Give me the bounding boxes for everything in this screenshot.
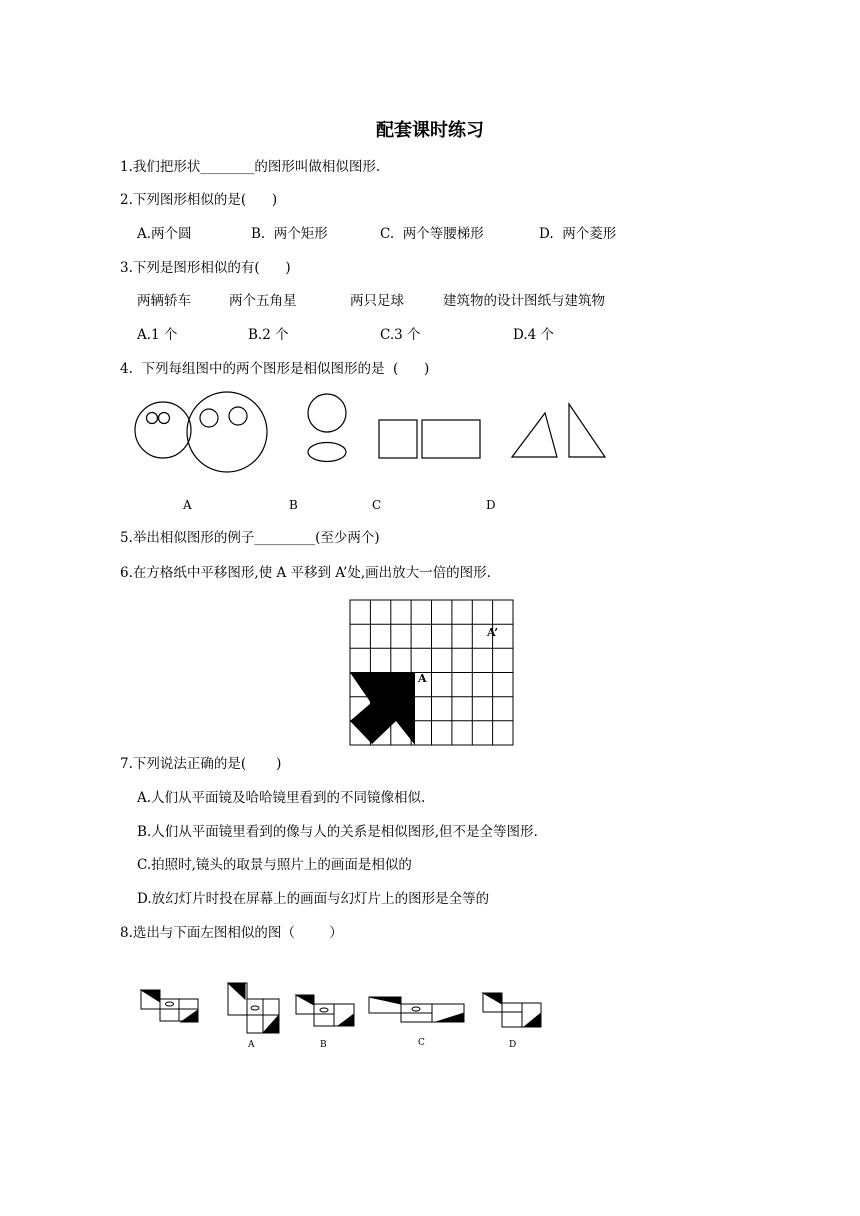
question-8-stem: 8.选出与下面左图相似的图（ ） [120, 925, 343, 941]
question-4-stem: 4. 下列每组图中的两个图形是相似图形的是 ( ) [120, 361, 430, 377]
question-6-stem: 6.在方格纸中平移图形,使 A 平移到 A’处,画出放大一倍的图形. [120, 565, 491, 581]
q4-c-rectangle [422, 420, 480, 458]
q4-b-circle [308, 394, 346, 432]
question-3-item-3: 两只足球 [350, 293, 404, 309]
question-4-label-d: D [486, 498, 496, 512]
question-3-option-c: C.3 个 [380, 327, 421, 343]
q6-point-a: A [418, 672, 427, 685]
q4-a-small-face [135, 402, 191, 458]
question-8-label-d: D [509, 1040, 517, 1050]
question-3-option-a: A.1 个 [137, 327, 178, 343]
question-2-option-a: A.两个圆 [137, 226, 192, 242]
q4-d-triangle-2 [569, 404, 605, 457]
question-1: 1.我们把形状________的图形叫做相似图形. [120, 159, 381, 175]
q4-a-small-eye-left [147, 413, 158, 424]
question-3-item-2: 两个五角星 [229, 293, 297, 309]
q4-a-small-eye-right [159, 413, 170, 424]
question-4-label-a: A [183, 498, 192, 512]
question-3-stem: 3.下列是图形相似的有( ) [120, 260, 291, 276]
question-3-option-b: B.2 个 [248, 327, 289, 343]
question-2-option-c: C. 两个等腰梯形 [380, 226, 484, 242]
question-3-option-d: D.4 个 [513, 327, 555, 343]
q6-black-arrow [350, 673, 415, 746]
q8-option-a-figure [228, 983, 279, 1033]
question-7-option-a: A.人们从平面镜及哈哈镜里看到的不同镜像相似. [137, 790, 426, 806]
q4-a-large-eye-right [229, 407, 247, 425]
q4-a-large-eye-left [200, 409, 218, 427]
page-title: 配套课时练习 [376, 120, 484, 141]
question-5: 5.举出相似图形的例子_________(至少两个) [120, 530, 380, 546]
question-2-option-d: D. 两个菱形 [539, 226, 617, 242]
q6-point-a-prime: A’ [487, 626, 499, 639]
question-3-item-4: 建筑物的设计图纸与建筑物 [443, 293, 605, 309]
q8-option-b-figure [296, 995, 354, 1026]
question-7-option-c: C.拍照时,镜头的取景与照片上的画面是相似的 [137, 857, 412, 873]
question-7-option-d: D.放幻灯片时投在屏幕上的画面与幻灯片上的图形是全等的 [137, 891, 490, 907]
q8-reference-figure [141, 990, 198, 1022]
question-2-stem: 2.下列图形相似的是( ) [120, 192, 278, 208]
question-7-stem: 7.下列说法正确的是( ) [120, 756, 282, 772]
question-8-label-b: B [320, 1040, 327, 1050]
question-8-label-a: A [248, 1040, 255, 1050]
question-8-label-c: C [418, 1038, 425, 1048]
q8-option-d-figure [483, 993, 541, 1027]
question-4-label-c: C [372, 498, 382, 512]
q8-option-c-figure [369, 997, 464, 1022]
q4-d-triangle-1 [512, 413, 557, 457]
question-4-label-b: B [289, 498, 298, 512]
question-2-option-b: B. 两个矩形 [251, 226, 328, 242]
question-7-option-b: B.人们从平面镜里看到的像与人的关系是相似图形,但不是全等图形. [137, 824, 538, 840]
question-3-item-1: 两辆轿车 [137, 293, 191, 309]
q4-b-ellipse [308, 443, 346, 462]
q4-a-large-face [187, 392, 267, 472]
q4-c-square [379, 420, 417, 458]
